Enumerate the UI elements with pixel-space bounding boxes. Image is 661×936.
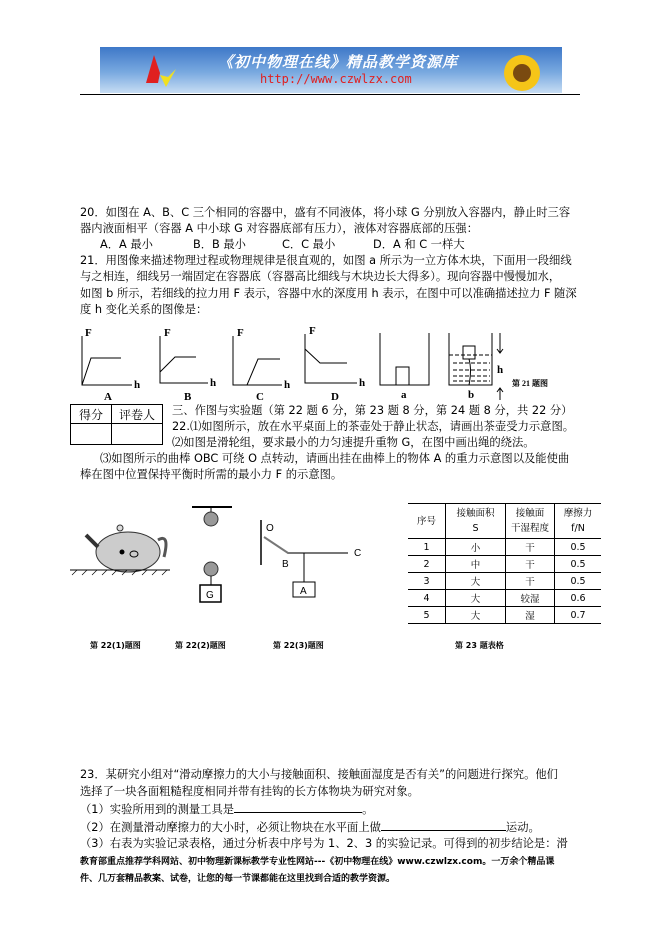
th-wetness-sub: 干湿程度 xyxy=(510,523,549,534)
fixed-pulley xyxy=(204,512,218,526)
grader-cell[interactable] xyxy=(112,424,163,445)
graph-d-curve xyxy=(305,349,347,363)
table-row xyxy=(408,539,601,556)
figure-a-label: a xyxy=(401,389,407,401)
object-a-label: A xyxy=(300,586,307,597)
cell: 小 xyxy=(446,539,506,556)
cell: 0.5 xyxy=(555,539,602,556)
pulley-figure xyxy=(192,507,232,602)
q20-option-d: D．A 和 C 一样大 xyxy=(373,238,465,251)
cell: 1 xyxy=(408,539,446,556)
footer-line2: 件、几万套精品教案、试卷，让您的每一节课都能在这里找到合适的教学资源。 xyxy=(80,874,396,884)
cell: 0.7 xyxy=(555,607,602,624)
cell: 干 xyxy=(506,556,555,573)
q21-graphs xyxy=(60,320,600,402)
q22-1: 22.⑴如图所示，放在水平桌面上的茶壶处于静止状态，请画出茶壶受力示意图。 xyxy=(172,420,575,433)
logo-icon xyxy=(140,53,180,89)
teapot-figure xyxy=(70,525,170,575)
q23-part1-text: （1）实验所用到的测量工具是 xyxy=(80,803,235,816)
figure-b-label: b xyxy=(468,389,475,401)
cell: 大 xyxy=(446,590,506,607)
caption-22-2: 第 22(2)题图 xyxy=(175,641,226,650)
graph-c-label: C xyxy=(256,391,264,402)
lever-figure xyxy=(261,520,361,597)
caption-22-1: 第 22(1)题图 xyxy=(90,641,141,650)
banner-title: 《初中物理在线》精品教学资源库 xyxy=(218,53,459,71)
score-label: 得分 xyxy=(71,405,112,424)
caption-22-3: 第 22(3)题图 xyxy=(273,641,324,650)
section3-title: 三、作图与实验题（第 22 题 6 分，第 23 题 8 分，第 24 题 8 分，共 22 分） xyxy=(172,404,573,417)
point-o-label: O xyxy=(266,523,274,534)
graph-c-ylabel: F xyxy=(237,327,244,339)
q20-line1: 20．如图在 A、B、C 三个相同的容器中，盛有不同液体，将小球 G 分别放入容器内，静止时三容 xyxy=(80,206,571,219)
graph-a-xlabel: h xyxy=(134,379,141,391)
q22-figures xyxy=(60,495,400,625)
th-index: 序号 xyxy=(416,515,436,527)
q23-part2 xyxy=(80,819,540,836)
table-row xyxy=(408,590,601,607)
th-friction-sub: f/N xyxy=(571,523,585,534)
graph-c-xlabel: h xyxy=(284,379,291,391)
cell: 较湿 xyxy=(506,590,555,607)
movable-pulley xyxy=(204,562,218,576)
grader-label: 评卷人 xyxy=(112,405,163,424)
sunflower-icon xyxy=(492,51,552,93)
cell: 3 xyxy=(408,573,446,590)
banner-url: http://www.czwlzx.com xyxy=(260,72,412,86)
cell: 0.5 xyxy=(555,573,602,590)
depth-label: h xyxy=(497,364,504,376)
graph-a-ylabel: F xyxy=(85,327,92,339)
table-row xyxy=(408,607,601,624)
q23-part2-text: （2）在测量滑动摩擦力的大小时，必须让物块在水平面上做 xyxy=(80,821,381,834)
container-a xyxy=(380,333,429,385)
th-area-sub: S xyxy=(472,523,479,534)
q20-line2: 器内液面相平（容器 A 中小球 G 对容器底部有压力），液体对容器底部的压强： xyxy=(80,222,478,235)
graph-b-label: B xyxy=(184,391,192,402)
q21-caption: 第 21 题图 xyxy=(512,379,548,388)
q20-option-c: C．C 最小 xyxy=(282,238,336,251)
graph-d-label: D xyxy=(331,391,339,402)
cell: 5 xyxy=(408,607,446,624)
q23-table xyxy=(408,503,601,624)
q23-part2-end: 运动。 xyxy=(505,821,540,834)
table-row xyxy=(408,556,601,573)
point-b-label: B xyxy=(282,559,289,570)
answer-blank-2[interactable] xyxy=(381,819,506,831)
cell: 4 xyxy=(408,590,446,607)
graph-b-xlabel: h xyxy=(210,377,217,389)
q20-option-a: A．A 最小 xyxy=(100,238,153,251)
cell: 2 xyxy=(408,556,446,573)
string xyxy=(469,359,471,385)
cell: 湿 xyxy=(506,607,555,624)
cell: 大 xyxy=(446,607,506,624)
q21-line4: 度 h 变化关系的图像是： xyxy=(80,303,208,316)
q23-part1 xyxy=(80,801,373,818)
q23-line2: 选择了一块各面粗糙程度相同并带有挂钩的长方体物块为研究对象。 xyxy=(80,785,419,798)
q21-line1: 21．用图像来描述物理过程或物理规律是很直观的，如图 a 所示为一立方体木块，下面用一段细线 xyxy=(80,254,572,267)
cell: 0.6 xyxy=(555,590,602,607)
table-row xyxy=(408,573,601,590)
cell: 干 xyxy=(506,573,555,590)
caption-23-table: 第 23 题表格 xyxy=(455,641,504,650)
graph-c-curve xyxy=(247,359,280,385)
header-banner xyxy=(100,47,562,93)
th-area: 接触面积 xyxy=(456,508,495,519)
graph-a-label: A xyxy=(104,391,112,402)
header-rule xyxy=(80,94,580,95)
graph-b-axes xyxy=(160,336,208,383)
cell: 干 xyxy=(506,539,555,556)
q21-line2: 与之相连，细线另一端固定在容器底（容器高比细线与木块边长大得多）。现向容器中慢慢加水， xyxy=(80,270,561,283)
graph-b-ylabel: F xyxy=(164,327,171,339)
block-a xyxy=(396,367,409,385)
graph-d-xlabel: h xyxy=(359,377,366,389)
q21-line3: 如图 b 所示，若细线的拉力用 F 表示，容器中水的深度用 h 表示，在图中可以准确描述拉力 F 随深 xyxy=(80,287,577,300)
score-box xyxy=(70,404,163,445)
cell: 中 xyxy=(446,556,506,573)
graph-d-ylabel: F xyxy=(309,325,316,337)
th-wetness: 接触面 xyxy=(515,508,545,519)
block-b xyxy=(463,346,475,359)
q22-3-line1: ⑶如图所示的曲棒 OBC 可绕 O 点转动，请画出挂在曲棒上的物体 A 的重力示意图以及能使曲 xyxy=(100,452,570,465)
weight-label: G xyxy=(206,590,214,601)
graph-d-axes xyxy=(305,334,357,383)
th-friction: 摩擦力 xyxy=(563,508,593,519)
graph-a-axes xyxy=(82,336,132,385)
cell: 0.5 xyxy=(555,556,602,573)
q23-part3: （3）右表为实验记录表格，通过分析表中序号为 1、2、3 的实验记录。可得到的初步结论是：滑 xyxy=(80,837,568,850)
q22-3-line2: 棒在图中位置保持平衡时所需的最小力 F 的示意图。 xyxy=(80,468,343,481)
q23-line1: 23．某研究小组对“滑动摩擦力的大小与接触面积、接触面湿度是否有关”的问题进行探究。他们 xyxy=(80,768,558,781)
score-cell[interactable] xyxy=(71,424,112,445)
q22-2: ⑵如图是滑轮组，要求最小的力匀速提升重物 G，在图中画出绳的绕法。 xyxy=(172,436,535,449)
graph-b-curve xyxy=(160,357,196,372)
cell: 大 xyxy=(446,573,506,590)
footer-line1: 教育部重点推荐学科网站、初中物理新课标教学专业性网站---《初中物理在线》www.czwlzx.com。一万余个精品课 xyxy=(80,857,555,867)
graph-a-curve xyxy=(82,358,121,385)
answer-blank-1[interactable] xyxy=(234,801,362,813)
q23-part1-end: 。 xyxy=(362,803,374,816)
q20-option-b: B．B 最小 xyxy=(193,238,246,251)
point-c-label: C xyxy=(354,548,362,559)
